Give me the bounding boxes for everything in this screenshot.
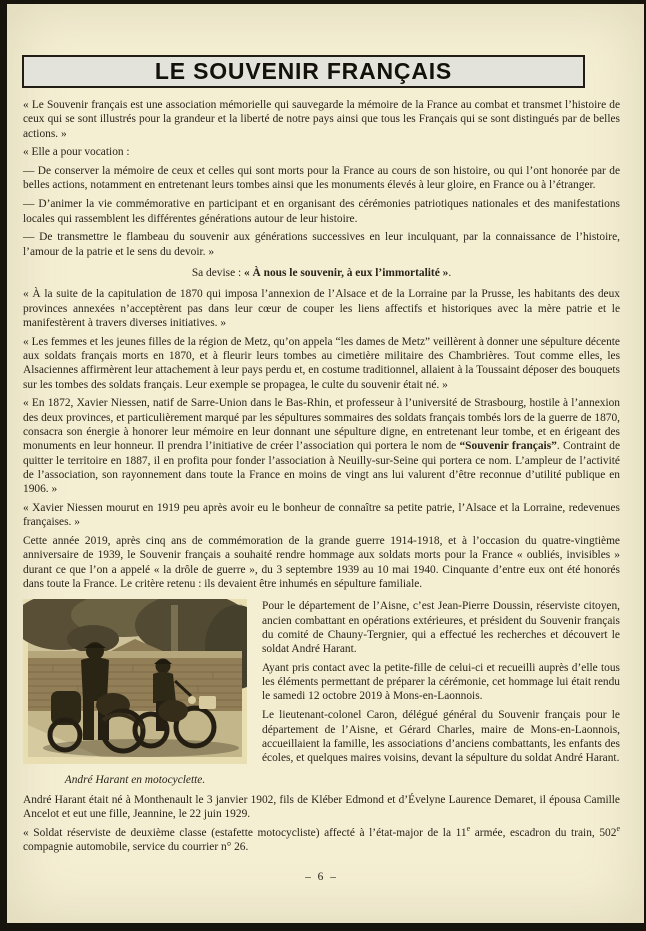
right-column-paragraph-3: Le lieutenant-colonel Caron, délégué général du Souvenir français pour le département de l’Aisne, et Gérard Charles, maire de Mons-en-Laonnois, accueillaient la famille, les associations d’anciens combattants, les enfants des écoles, et quelques maires voisins, devant la sépulture du soldat André Harant. [262,709,620,765]
page-title-box [22,55,585,88]
footer-paragraph-2-s1: « Soldat réserviste de deuxième classe (estafette motocycliste) affecté à l’état-major de la 11 [23,826,467,839]
history-paragraph-3-pre: « En 1872, Xavier Niessen, natif de Sarre-Union dans le Bas-Rhin, et professeur à l’université de Strasbourg, hostile à l’annexion des deux provinces, et particulièrement marqué par les sépultures sommaires des soldats français tombés lors de la guerre de 1870, consacra son énergie à honorer leur mémoire en leur donnant une sépulture digne, en entretenant leur tombe, et en érigeant des monuments en leur honneur. Il prendra l’initiative de créer l’association qui portera le nom de [23,397,620,453]
history-paragraph-1: « À la suite de la capitulation de 1870 qui imposa l’annexion de l’Alsace et de la Lorraine par la Prusse, les habitants des deux provinces annexées n’acceptèrent pas dans leur cœur de couper les liens affectifs et historiques avec la mère patrie et le manifestèrent à travers diverses initiatives. » [23,288,620,329]
intro-paragraph-2: « Elle a pour vocation : [23,146,130,159]
footer-block [23,793,620,855]
photo-and-text-row [23,599,620,787]
motto-period: . [448,266,452,279]
right-text-column [262,599,620,787]
motorcyclists-photo [23,599,247,764]
superscript-e-1: e [466,824,471,834]
vocation-bullet-3: — De transmettre le flambeau du souvenir aux générations successives en leur inculquant, par la connaissance de l’histoire, l’amour de la patrie et le sens du devoir. » [23,231,620,258]
history-paragraph-3 [23,396,620,496]
history-paragraph-3-bold: “Souvenir français” [459,440,557,453]
history-paragraph-2: « Les femmes et les jeunes filles de la région de Metz, qu’on appela “les dames de Metz” veillèrent à donner une sépulture décente aux soldats français morts en 1870, et à fleurir leurs tombes au cimetière militaire des Chambrières. Tout comme elles, les Alsaciennes affirmèrent leur attachement à leur pays perdu et, en costume traditionnel, allaient à la Toussaint déposer des bouquets sur les tombes des soldats français. Leur exemple se propagea, le culte du souvenir était né. » [23,335,620,391]
superscript-e-2: e [616,824,621,834]
right-column-paragraph-2: Ayant pris contact avec la petite-fille de celui-ci et recueilli auprès d’elle tous les éléments permettant de préparer la cérémonie, cet hommage lui était rendu le samedi 12 octobre 2019 à Mons-en-Laonnois. [262,661,620,703]
document-page [7,4,644,923]
photo-figure [23,599,247,787]
history-paragraph-4: « Xavier Niessen mourut en 1919 peu après avoir eu le bonheur de connaître sa petite patrie, l’Alsace et la Lorraine, redevenues françaises. » [23,501,620,529]
footer-paragraph-2-s3: compagnie automobile, service du courrier n° 26. [23,841,249,854]
motto-line [23,266,620,280]
intro-paragraph-1: « Le Souvenir français est une association mémorielle qui sauvegarde la mémoire de la France au combat et transmet l’histoire de ceux qui se sont illustrés pour la grandeur et la liberté de notre pays ainsi que tous les Français qui se sont distingués par de belles actions. » [23,99,620,140]
history-paragraph-5: Cette année 2019, après cinq ans de commémoration de la grande guerre 1914-1918, et à l’occasion du quatre-vingtième anniversaire de 1939, le Souvenir français a souhaité rendre hommage aux soldats morts pour la France « oubliés, invisibles » durant ce que l’on a appelé « la drôle de guerre », du 3 septembre 1939 au 10 mai 1940. Cinquante d’entre eux ont été honorés dans toute la France. Le critère retenu : ils devaient être inhumés en sépulture familiale. [23,535,620,590]
motto-label: Sa devise : [191,266,245,279]
page-title: LE SOUVENIR FRANÇAIS [154,58,453,84]
page-content [23,98,620,885]
vocation-bullet-2: — D’animer la vie commémorative en participant et en organisant des cérémonies patriotiques nationales et des manifestations locales qui rassemblent les différentes générations autour de leur histoire. [23,198,620,225]
history-paragraph-3-post: . Contraint de quitter le territoire en 1887, il en profita pour fonder l’association à Neuilly-sur-Seine qui portera ce nom. L’ampleur de l’activité de l’association, son rayonnement dans toute la France en moins de vingt ans lui valurent d’être reconnue d’utilité publique en 1906. » [23,440,621,496]
footer-paragraph-2 [23,826,620,855]
vocation-bullet-1: — De conserver la mémoire de ceux et celles qui sont morts pour la France au cours de son histoire, ou qui l’ont honorée par de belles actions, notamment en entretenant leurs tombes ainsi que les monuments élevés à leur gloire, en France ou à l’étranger. [23,165,620,192]
photo-caption: André Harant en motocyclette. [64,773,206,786]
footer-paragraph-2-s2: armée, escadron du train, 502 [470,826,617,839]
motto-quote: « À nous le souvenir, à eux l’immortalité » [244,266,449,279]
page-number: – 6 – [305,871,338,884]
right-column-paragraph-1: Pour le département de l’Aisne, c’est Jean-Pierre Doussin, réserviste citoyen, ancien combattant en opérations extérieures, et président du Souvenir français du comité de Chauny-Tergnier, qui a effectué les recherches et découvert le soldat André Harant. [262,600,620,656]
photo-scene [23,599,247,757]
footer-paragraph-1: André Harant était né à Monthenault le 3 janvier 1902, fils de Kléber Edmond et d’Évelyne Laurence Demaret, il épousa Camille Ancelot et eut une fille, Jeannine, le 22 juin 1929. [23,793,620,821]
